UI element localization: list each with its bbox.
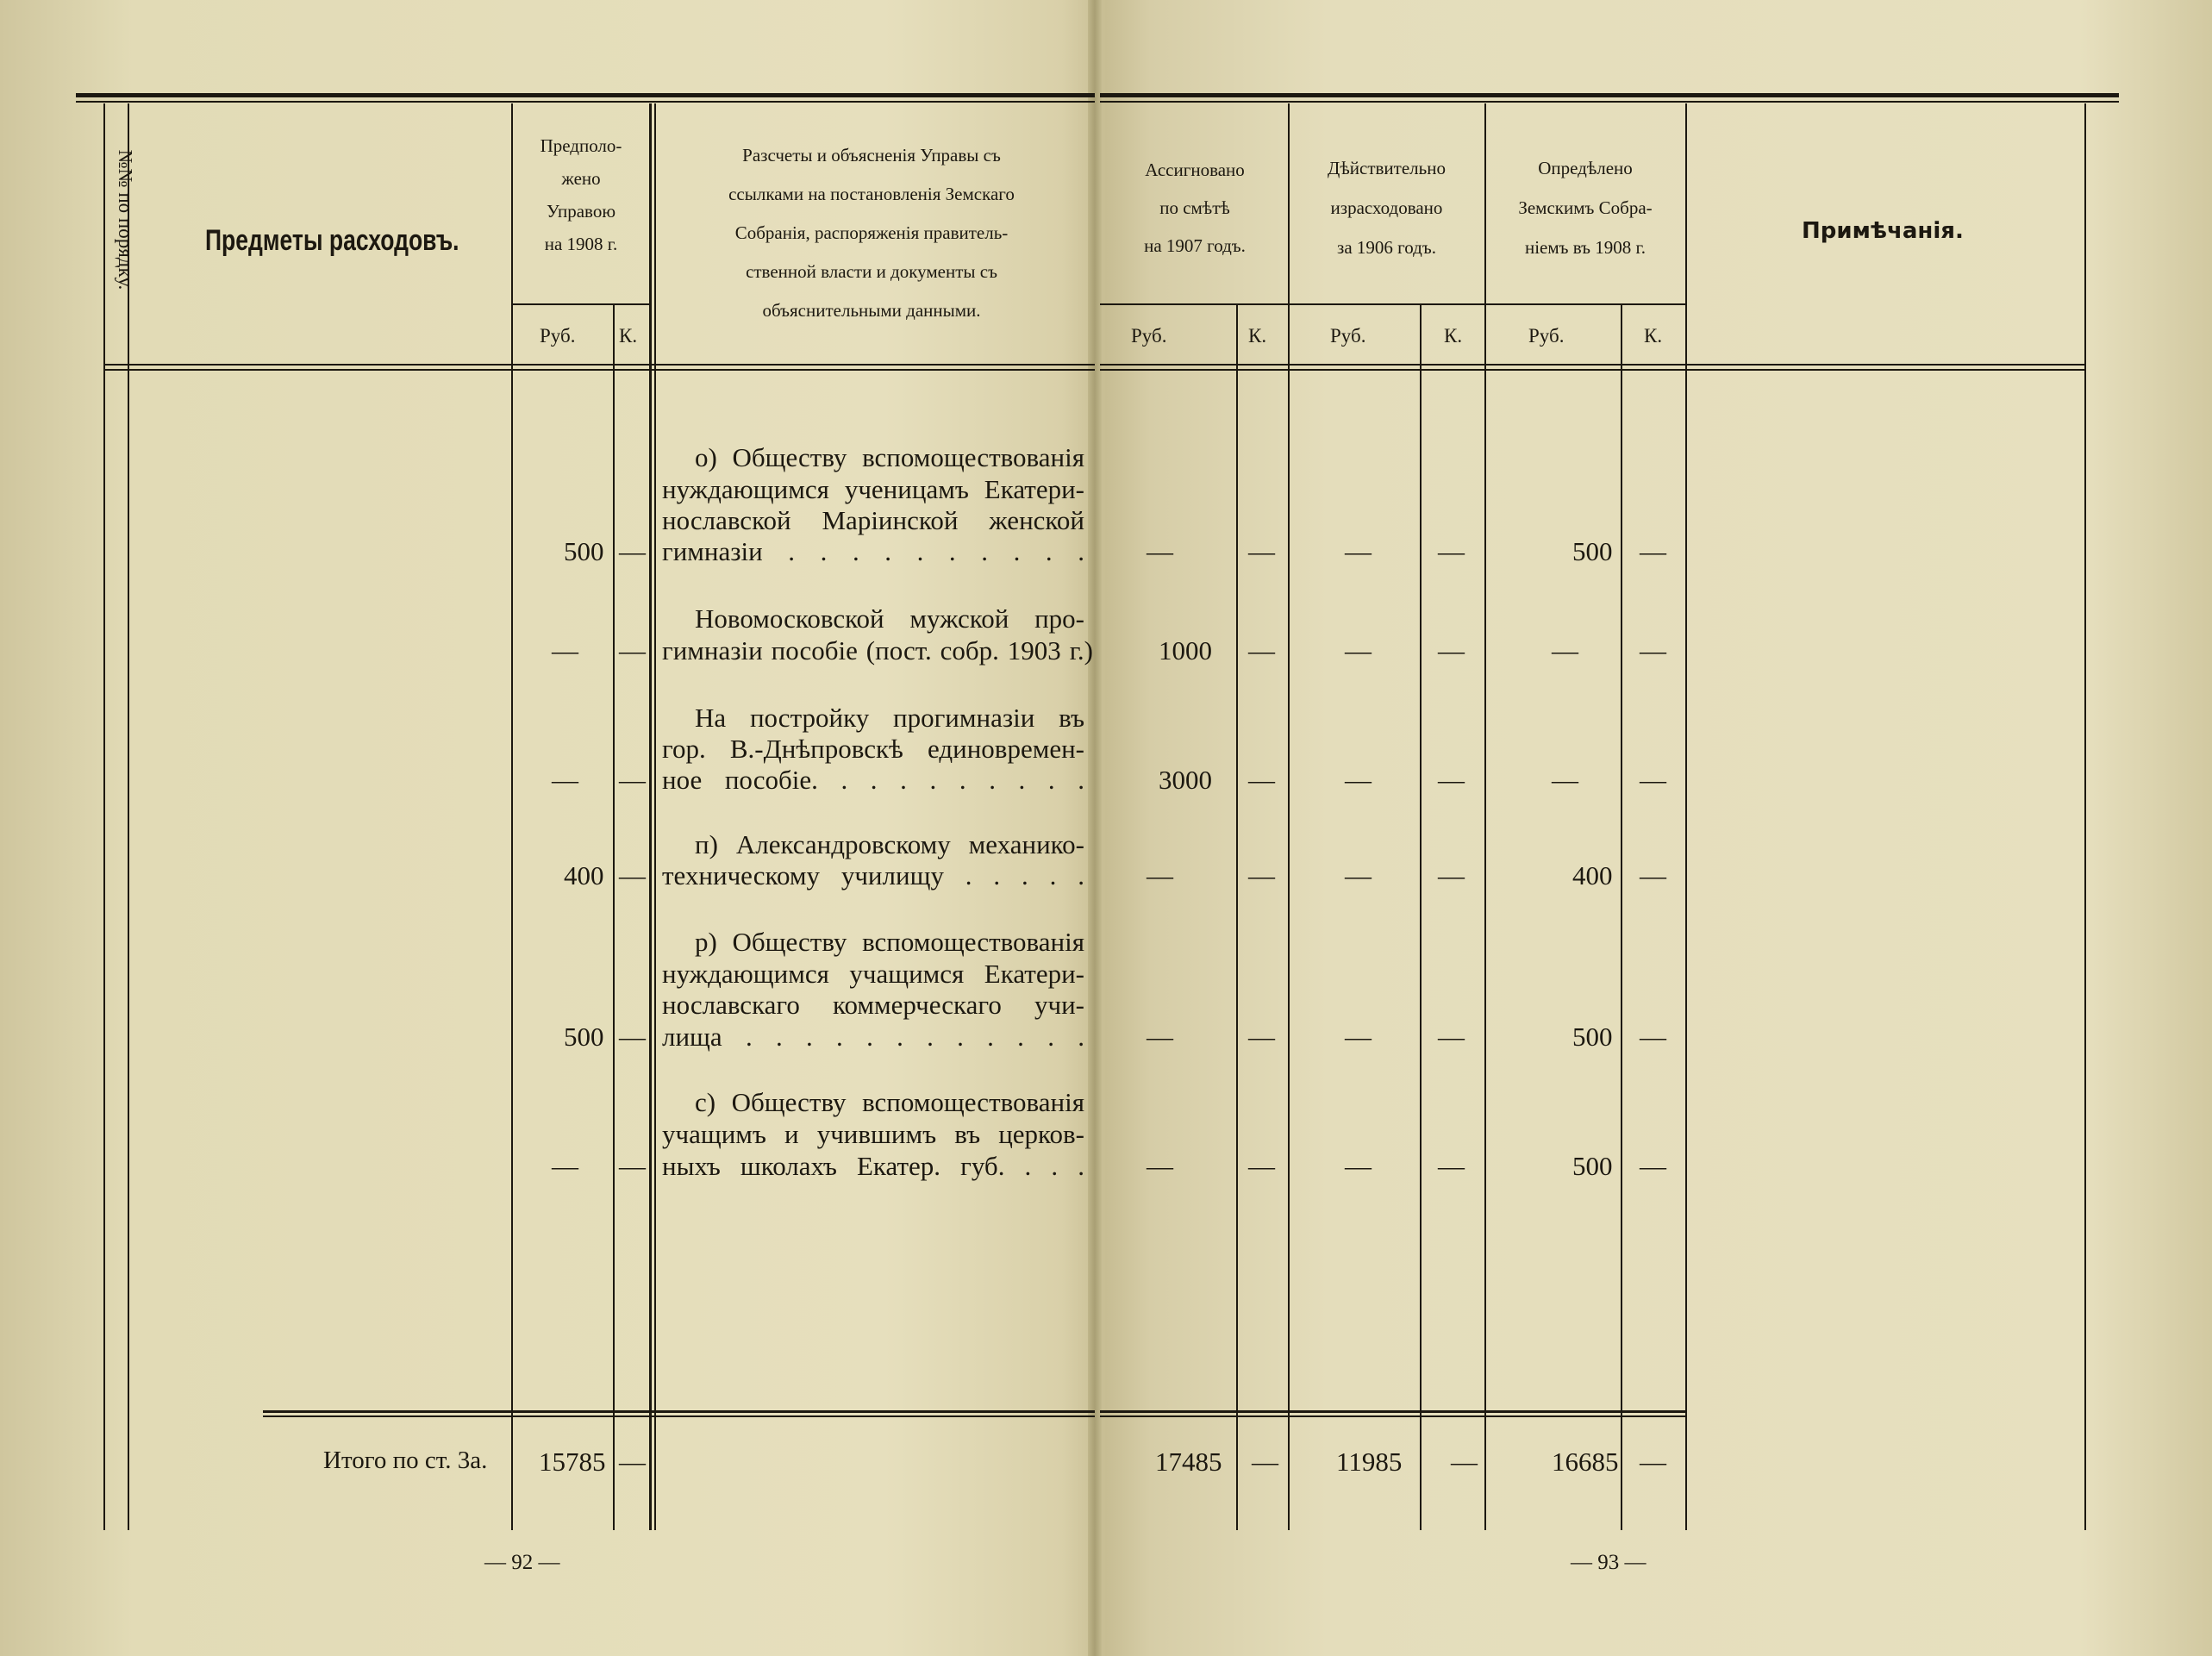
vrule-assigned-kop bbox=[1236, 303, 1238, 1530]
entry-r-line-4: лища . . . . . . . . . . . . bbox=[662, 1022, 1084, 1052]
entry-p-line-1: п) Александровскому механико- bbox=[695, 829, 1084, 859]
entry-s-line-1: с) Обществу вспомоществованія bbox=[695, 1087, 1084, 1117]
entry-postroika-proposed-kop: — bbox=[619, 765, 646, 795]
vrule-determined bbox=[1685, 103, 1687, 1530]
vrule-proposed-kop bbox=[613, 303, 615, 1530]
entry-novomoskovsk-determined-kop: — bbox=[1640, 635, 1666, 666]
total-proposed-kop: — bbox=[619, 1447, 646, 1477]
entry-p-assigned-kop: — bbox=[1248, 860, 1275, 890]
entry-p-determined-kop: — bbox=[1640, 860, 1666, 890]
entry-s-actual-rub: — bbox=[1345, 1151, 1372, 1181]
total-actual-rub: 11985 bbox=[1336, 1447, 1403, 1477]
header-bottom-rule-right-2 bbox=[1100, 369, 2084, 371]
entry-r-line-1: р) Обществу вспомоществованія bbox=[695, 927, 1084, 957]
entry-postroika-line-2: гор. В.-Днѣпровскѣ единовремен- bbox=[662, 734, 1084, 764]
entry-o-line-4: гимназіи . . . . . . . . . . bbox=[662, 536, 1084, 566]
entry-postroika-determined-kop: — bbox=[1640, 765, 1666, 795]
entry-novomoskovsk-proposed-kop: — bbox=[619, 635, 646, 666]
entry-s-proposed-rub: — bbox=[552, 1151, 578, 1181]
entry-postroika-line-1: На постройку прогимназіи въ bbox=[695, 703, 1084, 733]
determined-kop-label: К. bbox=[1644, 325, 1663, 347]
header-bottom-rule-left bbox=[103, 364, 1095, 366]
entry-r-determined-kop: — bbox=[1640, 1022, 1666, 1052]
assigned-kop-label: К. bbox=[1248, 325, 1267, 347]
actual-kop-label: К. bbox=[1444, 325, 1463, 347]
entry-novomoskovsk-actual-kop: — bbox=[1438, 635, 1465, 666]
entry-p-proposed-rub: 400 bbox=[564, 860, 604, 890]
entry-r-line-2: нуждающимся учащимся Екатери- bbox=[662, 959, 1084, 989]
entry-novomoskovsk-proposed-rub: — bbox=[552, 635, 578, 666]
entry-postroika-determined-rub: — bbox=[1552, 765, 1578, 795]
entry-o-line-2: нуждающимся ученицамъ Екатери- bbox=[662, 474, 1084, 504]
entry-postroika-assigned-kop: — bbox=[1248, 765, 1275, 795]
entry-o-actual-rub: — bbox=[1345, 536, 1372, 566]
total-actual-kop: — bbox=[1451, 1447, 1478, 1477]
entry-o-assigned-kop: — bbox=[1248, 536, 1275, 566]
entry-r-line-3: нославскаго коммерческаго учи- bbox=[662, 990, 1084, 1020]
header-bottom-rule-right bbox=[1100, 364, 2084, 366]
entry-p-assigned-rub: — bbox=[1147, 860, 1173, 890]
col-actual-header: Дѣйствительно израсходовано за 1906 годъ. bbox=[1328, 158, 1446, 258]
entry-postroika-actual-rub: — bbox=[1345, 765, 1372, 795]
entry-o-line-1: о) Обществу вспомоществованія bbox=[695, 442, 1084, 472]
vrule-items bbox=[511, 103, 513, 1530]
vrule-actual bbox=[1484, 103, 1486, 1530]
col-determined-header: Опредѣлено Земскимъ Собра- ніемъ въ 1908 г. bbox=[1518, 158, 1653, 258]
col-calc-header: Разсчеты и объясненія Управы съ ссылками на постановленія Земскаго Собранія, распоряженія правитель- ственной власти и документы съ объяснительными данными. bbox=[728, 145, 1015, 321]
subheader-rule-right bbox=[1100, 303, 1686, 305]
assigned-rub-label: Руб. bbox=[1131, 325, 1167, 347]
page-number-right: — 93 — bbox=[1571, 1551, 1647, 1574]
page-number-left: — 92 — bbox=[484, 1551, 560, 1574]
entry-novomoskovsk-actual-rub: — bbox=[1345, 635, 1372, 666]
header-bottom-rule-left-2 bbox=[103, 369, 1095, 371]
entry-s-proposed-kop: — bbox=[619, 1151, 646, 1181]
entry-s-line-3: ныхъ школахъ Екатер. губ. . . . bbox=[662, 1151, 1084, 1181]
entry-novomoskovsk-assigned-kop: — bbox=[1248, 635, 1275, 666]
entry-o-actual-kop: — bbox=[1438, 536, 1465, 566]
proposed-rub-label: Руб. bbox=[540, 325, 576, 347]
entry-p-determined-rub: 400 bbox=[1572, 860, 1613, 890]
entry-s-line-2: учащимъ и учившимъ въ церков- bbox=[662, 1119, 1084, 1149]
col-proposed-header: Предполо- жено Управою на 1908 г. bbox=[540, 135, 622, 254]
entry-postroika-assigned-rub: 3000 bbox=[1159, 765, 1212, 795]
entry-novomoskovsk-determined-rub: — bbox=[1552, 635, 1578, 666]
actual-rub-label: Руб. bbox=[1330, 325, 1366, 347]
vrule-right-edge bbox=[2084, 103, 2086, 1530]
entry-o-proposed-rub: 500 bbox=[564, 536, 604, 566]
top-rule-left-thin bbox=[76, 101, 1095, 103]
vrule-proposed bbox=[649, 103, 652, 1530]
vrule-determined-kop bbox=[1621, 303, 1622, 1530]
entry-o-determined-kop: — bbox=[1640, 536, 1666, 566]
vrule-calc bbox=[654, 103, 656, 1530]
top-rule-right bbox=[1100, 93, 2119, 97]
vrule-actual-kop bbox=[1420, 303, 1422, 1530]
entry-r-proposed-rub: 500 bbox=[564, 1022, 604, 1052]
entry-p-line-2: техническому училищу . . . . . bbox=[662, 860, 1084, 890]
proposed-kop-label: К. bbox=[619, 325, 638, 347]
entry-postroika-proposed-rub: — bbox=[552, 765, 578, 795]
entry-postroika-actual-kop: — bbox=[1438, 765, 1465, 795]
total-proposed-rub: 15785 bbox=[539, 1447, 606, 1477]
entry-novomoskovsk-line-1: Новомосковской мужской про- bbox=[695, 603, 1084, 634]
col-items-header: Предметы расходовъ. bbox=[205, 224, 459, 257]
entry-s-assigned-kop: — bbox=[1248, 1151, 1275, 1181]
entry-r-assigned-rub: — bbox=[1147, 1022, 1173, 1052]
subheader-rule-proposed bbox=[511, 303, 649, 305]
entry-s-actual-kop: — bbox=[1438, 1151, 1465, 1181]
entry-o-proposed-kop: — bbox=[619, 536, 646, 566]
book-gutter bbox=[1088, 0, 1102, 1656]
entry-s-determined-kop: — bbox=[1640, 1151, 1666, 1181]
entry-p-proposed-kop: — bbox=[619, 860, 646, 890]
total-rule-left-2 bbox=[263, 1415, 1095, 1417]
entry-s-determined-rub: 500 bbox=[1572, 1151, 1613, 1181]
entry-p-actual-kop: — bbox=[1438, 860, 1465, 890]
determined-rub-label: Руб. bbox=[1528, 325, 1565, 347]
entry-novomoskovsk-assigned-rub: 1000 bbox=[1159, 635, 1212, 666]
total-rule-right bbox=[1100, 1410, 1686, 1413]
total-assigned-rub: 17485 bbox=[1155, 1447, 1222, 1477]
total-determined-rub: 16685 bbox=[1552, 1447, 1619, 1477]
total-label: Итого по ст. 3а. bbox=[323, 1447, 488, 1474]
entry-postroika-line-3: ное пособіе. . . . . . . . . . bbox=[662, 765, 1084, 795]
total-determined-kop: — bbox=[1640, 1447, 1666, 1477]
entry-o-line-3: нославской Маріинской женской bbox=[662, 505, 1084, 535]
col-number-header: №№ по порядку. bbox=[115, 149, 136, 291]
entry-o-determined-rub: 500 bbox=[1572, 536, 1613, 566]
col-notes-header: Примѣчанія. bbox=[1802, 218, 1964, 244]
entry-p-actual-rub: — bbox=[1345, 860, 1372, 890]
total-rule-left bbox=[263, 1410, 1095, 1413]
total-rule-right-2 bbox=[1100, 1415, 1686, 1417]
top-rule-left bbox=[76, 93, 1095, 97]
entry-r-determined-rub: 500 bbox=[1572, 1022, 1613, 1052]
col-assigned-header: Ассигновано по смѣтѣ на 1907 годъ. bbox=[1144, 159, 1246, 256]
entry-r-actual-kop: — bbox=[1438, 1022, 1465, 1052]
entry-novomoskovsk-line-2: гимназіи пособіе (пост. собр. 1903 г.) bbox=[662, 635, 1093, 666]
entry-r-assigned-kop: — bbox=[1248, 1022, 1275, 1052]
entry-s-assigned-rub: — bbox=[1147, 1151, 1173, 1181]
top-rule-right-thin bbox=[1100, 101, 2119, 103]
entry-r-proposed-kop: — bbox=[619, 1022, 646, 1052]
vrule-assigned bbox=[1288, 103, 1290, 1530]
total-assigned-kop: — bbox=[1252, 1447, 1278, 1477]
entry-r-actual-rub: — bbox=[1345, 1022, 1372, 1052]
entry-o-assigned-rub: — bbox=[1147, 536, 1173, 566]
